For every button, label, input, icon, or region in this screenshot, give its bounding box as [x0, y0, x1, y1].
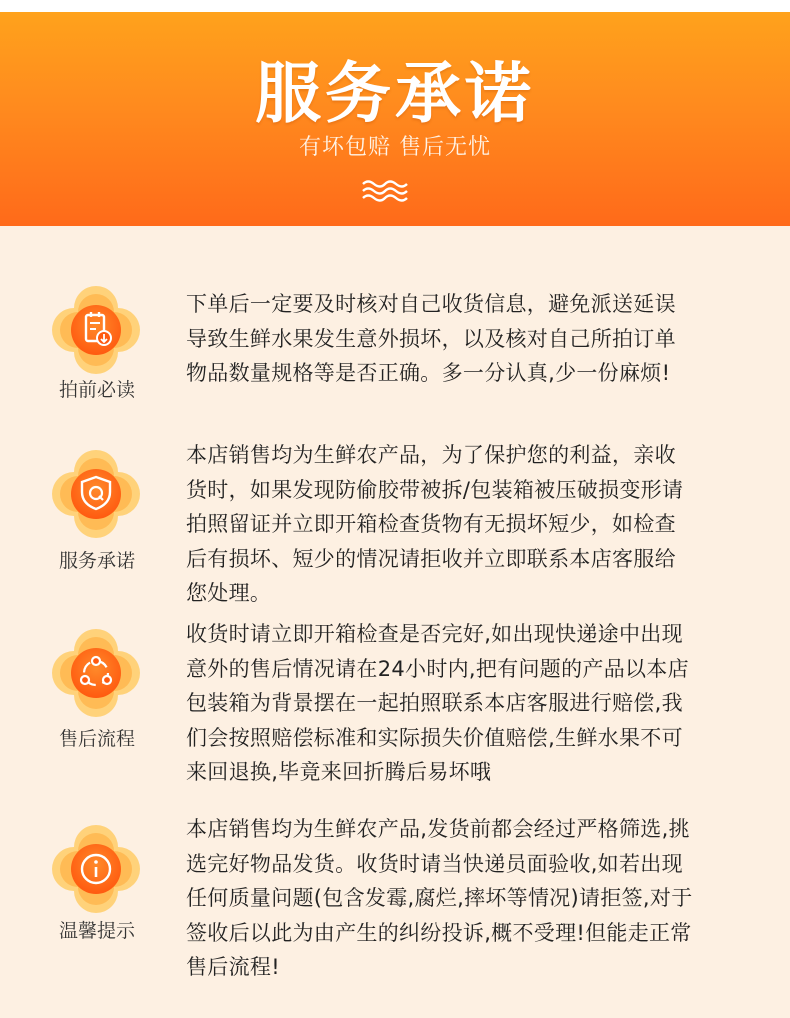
item-description: 本店销售均为生鲜农产品，为了保护您的利益，亲收 货时，如果发现防偷胶带被拆/包装箱被压破损变形请 拍照留证并立即开箱检查货物有无损坏短少，如检查 后有损坏、短少的情况请拒收并立即联系本店客服给 您处理。 [186, 443, 684, 605]
header-banner [0, 12, 790, 226]
clipboard-download-icon [48, 282, 144, 378]
wave-decoration-icon [361, 178, 409, 204]
item-label: 拍前必读 [58, 379, 135, 401]
page-title: 服务承诺 [255, 55, 535, 132]
item-label: 温馨提示 [58, 920, 135, 942]
item-description: 本店销售均为生鲜农产品,发货前都会经过严格筛选,挑 选完好物品发货。收货时请当快递员面验收,如若出现 任何质量问题(包含发霉,腐烂,摔坏等情况)请拒签,对于 签收后以此为由产生的纠纷投诉,概不受理!但能走正常 售后流程! [186, 817, 693, 979]
info-icon [48, 821, 144, 917]
page-subtitle: 有坏包赔 售后无忧 [299, 135, 491, 160]
item-description: 收货时请立即开箱检查是否完好,如出现快递途中出现 意外的售后情况请在24小时内,把有问题的产品以本店 包装箱为背景摆在一起拍照联系本店客服进行赔偿,我 们会按照赔偿标准和实际损失价值赔偿,生鲜水果不可 来回退换,毕竟来回折腾后易坏哦 [186, 622, 689, 784]
process-cycle-icon [48, 625, 144, 721]
shield-q-icon [48, 446, 144, 542]
item-label: 售后流程 [58, 728, 135, 750]
top-white-strip [0, 0, 790, 12]
item-label: 服务承诺 [58, 550, 135, 572]
item-description: 下单后一定要及时核对自己收货信息，避免派送延误 导致生鲜水果发生意外损坏，以及核对自己所拍订单 物品数量规格等是否正确。多一分认真,少一份麻烦! [186, 292, 676, 385]
